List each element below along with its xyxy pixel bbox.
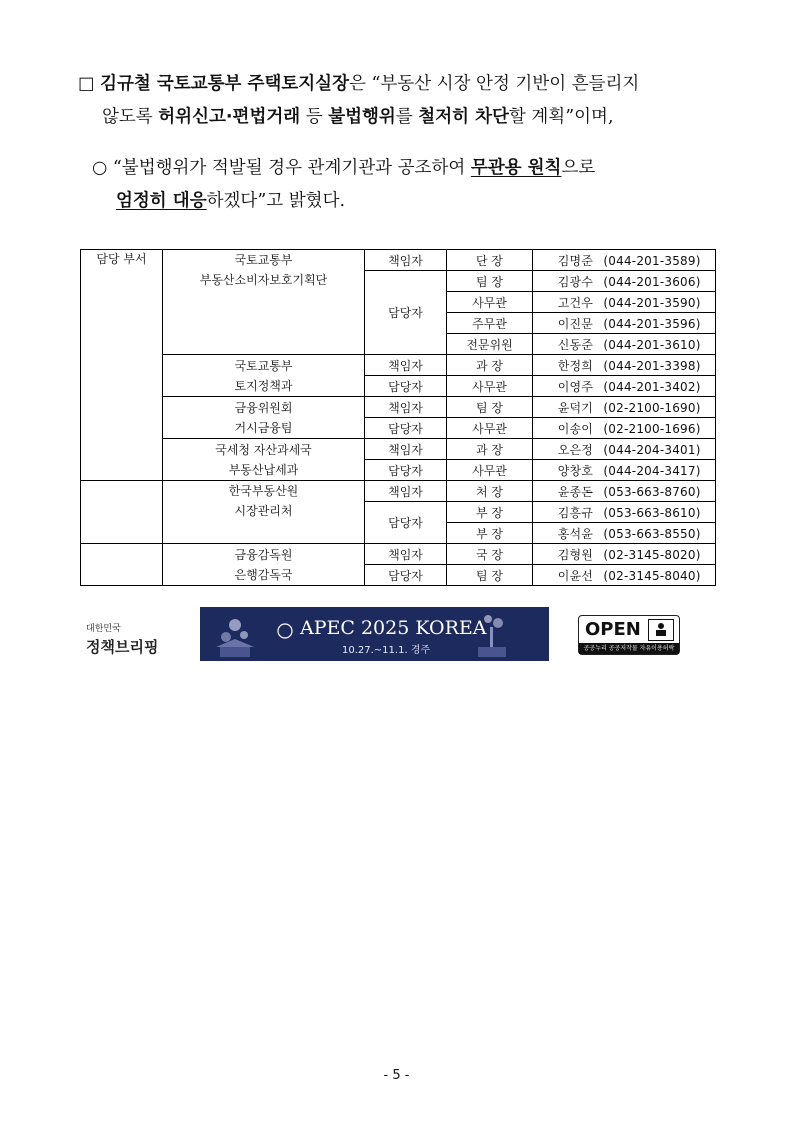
title-cell: 팀 장 xyxy=(447,397,533,418)
body-text: 할 계획”이며, xyxy=(508,107,614,127)
person-name: 김형원 xyxy=(557,547,594,562)
dept-header-cell xyxy=(81,439,163,460)
table-row xyxy=(81,355,716,376)
person-name: 이송이 xyxy=(557,421,594,436)
dept-header-cell xyxy=(81,418,163,439)
person-cell xyxy=(533,439,716,460)
person-cell xyxy=(533,565,716,586)
table-row xyxy=(81,250,716,271)
dept-header-cell xyxy=(81,355,163,376)
person-cell xyxy=(533,376,716,397)
person-phone: (02-2100-1696) xyxy=(603,421,701,436)
person-cell xyxy=(533,313,716,334)
person-phone: (02-3145-8040) xyxy=(603,568,701,583)
role-cell: 담당자 xyxy=(365,460,447,481)
person-phone: (044-204-3417) xyxy=(603,463,701,478)
apec-title: APEC 2025 KOREA xyxy=(300,617,487,639)
body-text: 를 xyxy=(395,107,419,127)
emphasis-text: 엄정히 대응 xyxy=(116,191,207,211)
person-cell xyxy=(533,544,716,565)
person-name: 홍석윤 xyxy=(557,526,594,541)
dept-name: 국토교통부 xyxy=(234,253,293,267)
apec-dates: 10.27.~11.1. 경주 xyxy=(342,645,431,656)
dept-cell: 국토교통부 xyxy=(163,355,365,376)
emphasis-text: 무관용 원칙 xyxy=(470,158,562,178)
table-row xyxy=(81,376,716,397)
role-cell: 담당자 xyxy=(365,502,447,544)
table-row xyxy=(81,460,716,481)
title-cell: 사무관 xyxy=(447,418,533,439)
body-text: 으로 xyxy=(561,158,596,178)
person-phone: (044-201-3590) xyxy=(603,295,701,310)
open-license-caption: 공공누리 공공저작물 자유이용허락 xyxy=(579,643,679,654)
person-phone: (044-204-3401) xyxy=(603,442,701,457)
title-cell: 국 장 xyxy=(447,544,533,565)
dept-cell: 은행감독국 xyxy=(163,565,365,586)
table-row xyxy=(81,481,716,502)
circle-bullet: ○ xyxy=(92,158,108,178)
table-row xyxy=(81,544,716,565)
title-cell: 부 장 xyxy=(447,502,533,523)
person-phone: (02-2100-1690) xyxy=(603,400,701,415)
role-cell: 담당자 xyxy=(365,376,447,397)
title-cell: 단 장 xyxy=(447,250,533,271)
person-cell xyxy=(533,460,716,481)
role-cell: 책임자 xyxy=(365,544,447,565)
person-name: 이윤선 xyxy=(557,568,594,583)
body-text: 않도록 xyxy=(102,107,159,127)
person-phone: (044-201-3589) xyxy=(603,253,701,268)
person-cell xyxy=(533,334,716,355)
person-phone: (053-663-8550) xyxy=(603,526,701,541)
person-name: 이진문 xyxy=(557,316,594,331)
person-cell xyxy=(533,250,716,271)
open-license-text: OPEN xyxy=(585,619,641,640)
person-name: 이영주 xyxy=(557,379,594,394)
person-phone: (02-3145-8020) xyxy=(603,547,701,562)
dept-header-cell xyxy=(81,271,163,292)
paragraph-intro-line1 xyxy=(78,68,728,101)
title-cell: 주무관 xyxy=(447,313,533,334)
dept-header-cell xyxy=(81,397,163,418)
person-name: 오은정 xyxy=(557,442,594,457)
title-cell: 부 장 xyxy=(447,523,533,544)
role-cell: 책임자 xyxy=(365,355,447,376)
table-row xyxy=(81,418,716,439)
person-cell xyxy=(533,481,716,502)
person-cell xyxy=(533,271,716,292)
person-phone: (053-663-8760) xyxy=(603,484,701,499)
person-name: 윤덕기 xyxy=(557,400,594,415)
paragraph-intro-line2 xyxy=(78,101,728,134)
emphasis-text: 철저히 차단 xyxy=(418,107,509,127)
title-cell: 처 장 xyxy=(447,481,533,502)
emphasis-text: 김규철 국토교통부 주택토지실장 xyxy=(100,74,349,94)
person-cell xyxy=(533,292,716,313)
person-phone: (044-201-3402) xyxy=(603,379,701,394)
person-phone: (044-201-3398) xyxy=(603,358,701,373)
role-cell: 책임자 xyxy=(365,250,447,271)
footer-logos xyxy=(0,605,793,661)
person-name: 김명준 xyxy=(557,253,594,268)
person-phone: (044-201-3606) xyxy=(603,274,701,289)
dept-header-cell xyxy=(81,334,163,355)
body-text: “불법행위가 적발될 경우 관계기관과 공조하여 xyxy=(112,158,471,178)
body-text: 등 xyxy=(300,107,329,127)
dept-header-cell xyxy=(81,481,163,544)
dept-cell: 거시금융팀 xyxy=(163,418,365,439)
title-cell: 사무관 xyxy=(447,376,533,397)
role-cell: 담당자 xyxy=(365,271,447,355)
dept-cell: 금융감독원 xyxy=(163,544,365,565)
role-cell: 담당자 xyxy=(365,565,447,586)
title-cell: 과 장 xyxy=(447,355,533,376)
dept-cell: 국세청 자산과세국 xyxy=(163,439,365,460)
emphasis-text: 불법행위 xyxy=(328,107,396,127)
dept-header-cell xyxy=(81,292,163,313)
dept-header-cell xyxy=(81,544,163,586)
person-cell xyxy=(533,355,716,376)
person-cell xyxy=(533,397,716,418)
policy-briefing-text: 정책브리핑 xyxy=(86,638,159,656)
dept-subname: 부동산소비자보호기획단 xyxy=(199,273,328,287)
person-phone: (053-663-8610) xyxy=(603,505,701,520)
open-license-badge xyxy=(578,615,680,655)
person-name: 한정희 xyxy=(557,358,594,373)
dept-name: 한국부동산원 xyxy=(228,484,299,498)
role-cell: 책임자 xyxy=(365,439,447,460)
title-cell: 사무관 xyxy=(447,292,533,313)
apec-banner xyxy=(200,607,549,661)
table-row xyxy=(81,565,716,586)
person-name: 김광수 xyxy=(557,274,594,289)
title-cell: 사무관 xyxy=(447,460,533,481)
person-phone: (044-201-3596) xyxy=(603,316,701,331)
dept-cell: 금융위원회 xyxy=(163,397,365,418)
person-name: 윤종돈 xyxy=(557,484,594,499)
person-cell xyxy=(533,502,716,523)
policy-briefing-small-text: 대한민국 xyxy=(86,624,121,634)
dept-header-cell xyxy=(81,460,163,481)
contact-table xyxy=(80,249,716,586)
role-cell: 책임자 xyxy=(365,481,447,502)
emphasis-text: 허위신고·편법거래 xyxy=(158,107,301,127)
square-bullet: □ xyxy=(78,74,95,94)
table-row xyxy=(81,397,716,418)
paragraph-quote-line1 xyxy=(92,152,728,185)
table-row xyxy=(81,439,716,460)
page-number: - 5 - xyxy=(383,1068,410,1083)
dept-subname: 시장관리처 xyxy=(234,504,293,518)
person-name: 김흥규 xyxy=(557,505,594,520)
title-cell: 과 장 xyxy=(447,439,533,460)
title-cell: 팀 장 xyxy=(447,565,533,586)
dept-cell xyxy=(163,481,365,544)
dept-cell xyxy=(163,250,365,355)
body-text: 은 “부동산 시장 안정 기반이 흔들리지 xyxy=(348,74,640,94)
person-phone: (044-201-3610) xyxy=(603,337,701,352)
title-cell: 팀 장 xyxy=(447,271,533,292)
dept-cell: 부동산납세과 xyxy=(163,460,365,481)
paragraph-quote xyxy=(92,152,728,218)
paragraph-intro xyxy=(78,68,728,134)
person-cell xyxy=(533,523,716,544)
license-person-icon xyxy=(648,619,674,641)
title-cell: 전문위원 xyxy=(447,334,533,355)
dept-header-cell xyxy=(81,313,163,334)
policy-briefing-logo xyxy=(86,621,176,661)
role-cell: 담당자 xyxy=(365,418,447,439)
dept-header-cell xyxy=(81,376,163,397)
role-cell: 책임자 xyxy=(365,397,447,418)
dept-header-cell: 담당 부서 xyxy=(81,250,163,271)
person-name: 양창호 xyxy=(557,463,594,478)
person-cell xyxy=(533,418,716,439)
dept-cell: 토지정책과 xyxy=(163,376,365,397)
person-name: 고건우 xyxy=(557,295,594,310)
person-name: 신동준 xyxy=(557,337,594,352)
body-text: 하겠다”고 밝혔다. xyxy=(206,191,346,211)
paragraph-quote-line2 xyxy=(92,185,728,218)
